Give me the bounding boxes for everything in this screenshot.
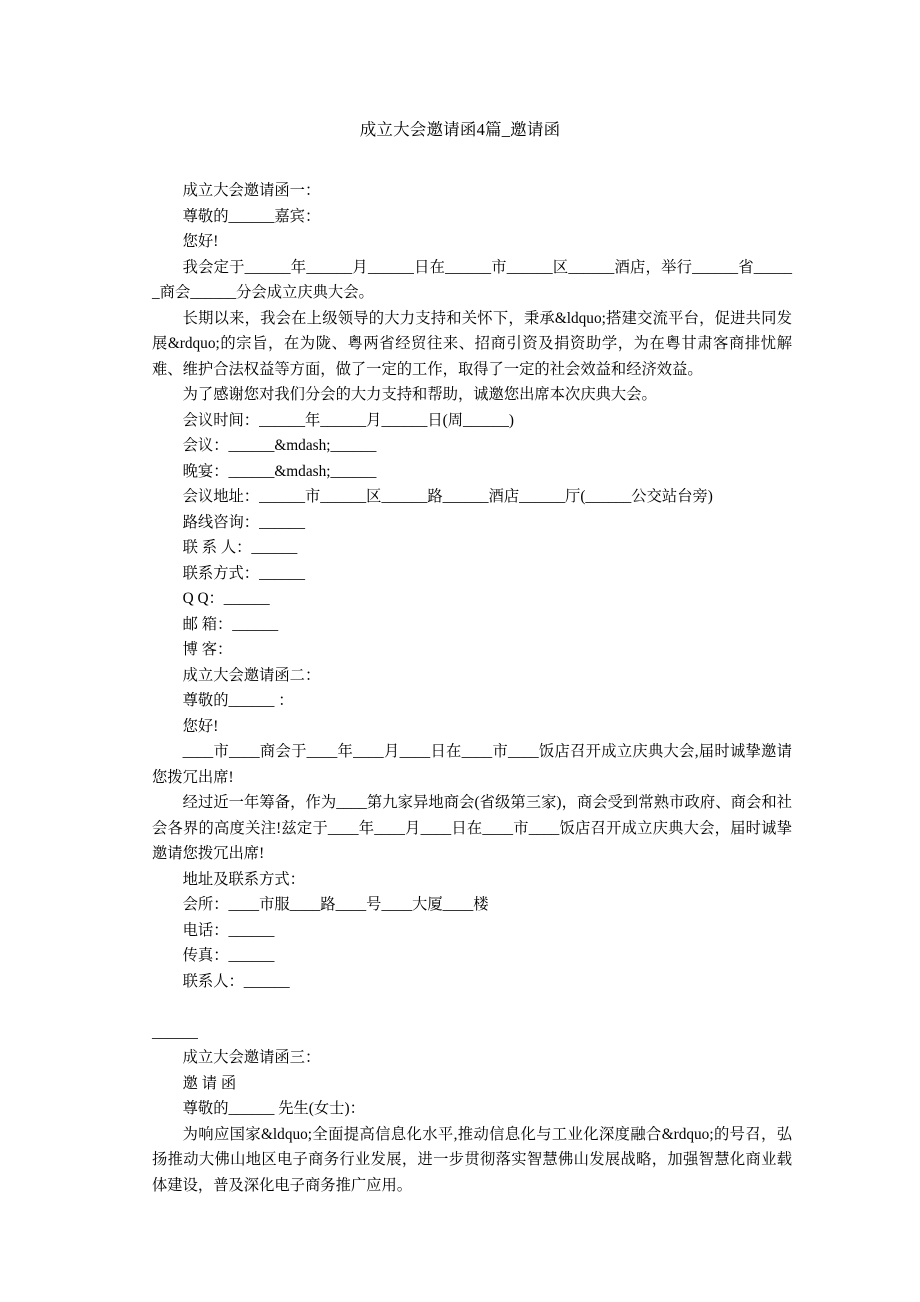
paragraph-line: 您好! xyxy=(182,717,219,735)
paragraph-line: 会议地址：______市______区______路______酒店______厅(______公交站台旁) xyxy=(182,488,713,505)
paragraph-line: 传真：______ xyxy=(182,947,275,964)
paragraph-line: 我会定于______年______月______日在______市______区______酒店，举行______省______商会______分会成立庆典大会。 xyxy=(152,258,792,301)
paragraph-line: 晚宴：______&mdash;______ xyxy=(182,462,377,480)
paragraph-line: 长期以来，我会在上级领导的大力支持和关怀下，秉承&ldquo;搭建交流平台，促进共同发展&rdquo;的宗旨，在为陇、粤两省经贸往来、招商引资及捐资助学，为在粤甘肃客商排忧解难、维护合法权益等方面，做了一定的工作，取得了一定的社会效益和经济效益。 xyxy=(152,309,792,378)
paragraph-line: 经过近一年筹备，作为____第九家异地商会(省级第三家)，商会受到常熟市政府、商会和社会各界的高度关注!兹定于____年____月____日在____市____饭店召开成立庆典大会，届时诚挚邀请您拨冗出席! xyxy=(152,794,792,862)
blank-line xyxy=(152,994,792,1020)
paragraph-line: 会议时间：______年______月______日(周______) xyxy=(182,411,515,429)
paragraph-line: 尊敬的______ 先生(女士)： xyxy=(182,1100,365,1117)
paragraph-line: 电话：______ xyxy=(182,921,275,939)
paragraph-line: 成立大会邀请函二： xyxy=(182,666,321,684)
paragraph-line: 地址及联系方式： xyxy=(182,870,305,888)
paragraph-line: ____市____商会于____年____月____日在____市____饭店召开成立庆典大会,届时诚挚邀请您拨冗出席! xyxy=(152,743,792,786)
paragraph-line: 尊敬的______嘉宾： xyxy=(182,207,321,225)
paragraph-line: 会议：______&mdash;______ xyxy=(182,437,377,454)
paragraph-line: 尊敬的______ ： xyxy=(182,692,294,709)
page-title: 成立大会邀请函4篇_邀请函 xyxy=(359,120,561,139)
paragraph-line: 您好! xyxy=(182,233,219,250)
paragraph-line: 邮 箱：______ xyxy=(182,615,279,633)
paragraph-line: Q Q：______ xyxy=(182,590,270,607)
paragraph-line: 联系方式：______ xyxy=(182,564,305,582)
paragraph-line: 成立大会邀请函三： xyxy=(182,1049,321,1066)
paragraph-line: 路线咨询：______ xyxy=(182,513,305,531)
paragraph-line: 会所：____市服____路____号____大厦____楼 xyxy=(182,896,489,913)
paragraph-line: 邀 请 函 xyxy=(182,1074,237,1092)
paragraph-line: 联 系 人：______ xyxy=(182,539,298,556)
paragraph-line: 博 客： xyxy=(182,641,233,658)
paragraph-line: 成立大会邀请函一： xyxy=(182,182,321,199)
paragraph-line: 为响应国家&ldquo;全面提高信息化水平,推动信息化与工业化深度融合&rdquo;的号召，弘扬推动大佛山地区电子商务行业发展，进一步贯彻落实智慧佛山发展战略，加强智慧化商业载体建设，普及深化电子商务推广应用。 xyxy=(152,1125,792,1194)
paragraph-line: 为了感谢您对我们分会的大力支持和帮助，诚邀您出席本次庆典大会。 xyxy=(182,386,657,403)
document-body xyxy=(152,178,792,1198)
paragraph-line: 联系人：______ xyxy=(182,972,290,990)
separator-underscore-line: ______ xyxy=(152,1023,198,1041)
